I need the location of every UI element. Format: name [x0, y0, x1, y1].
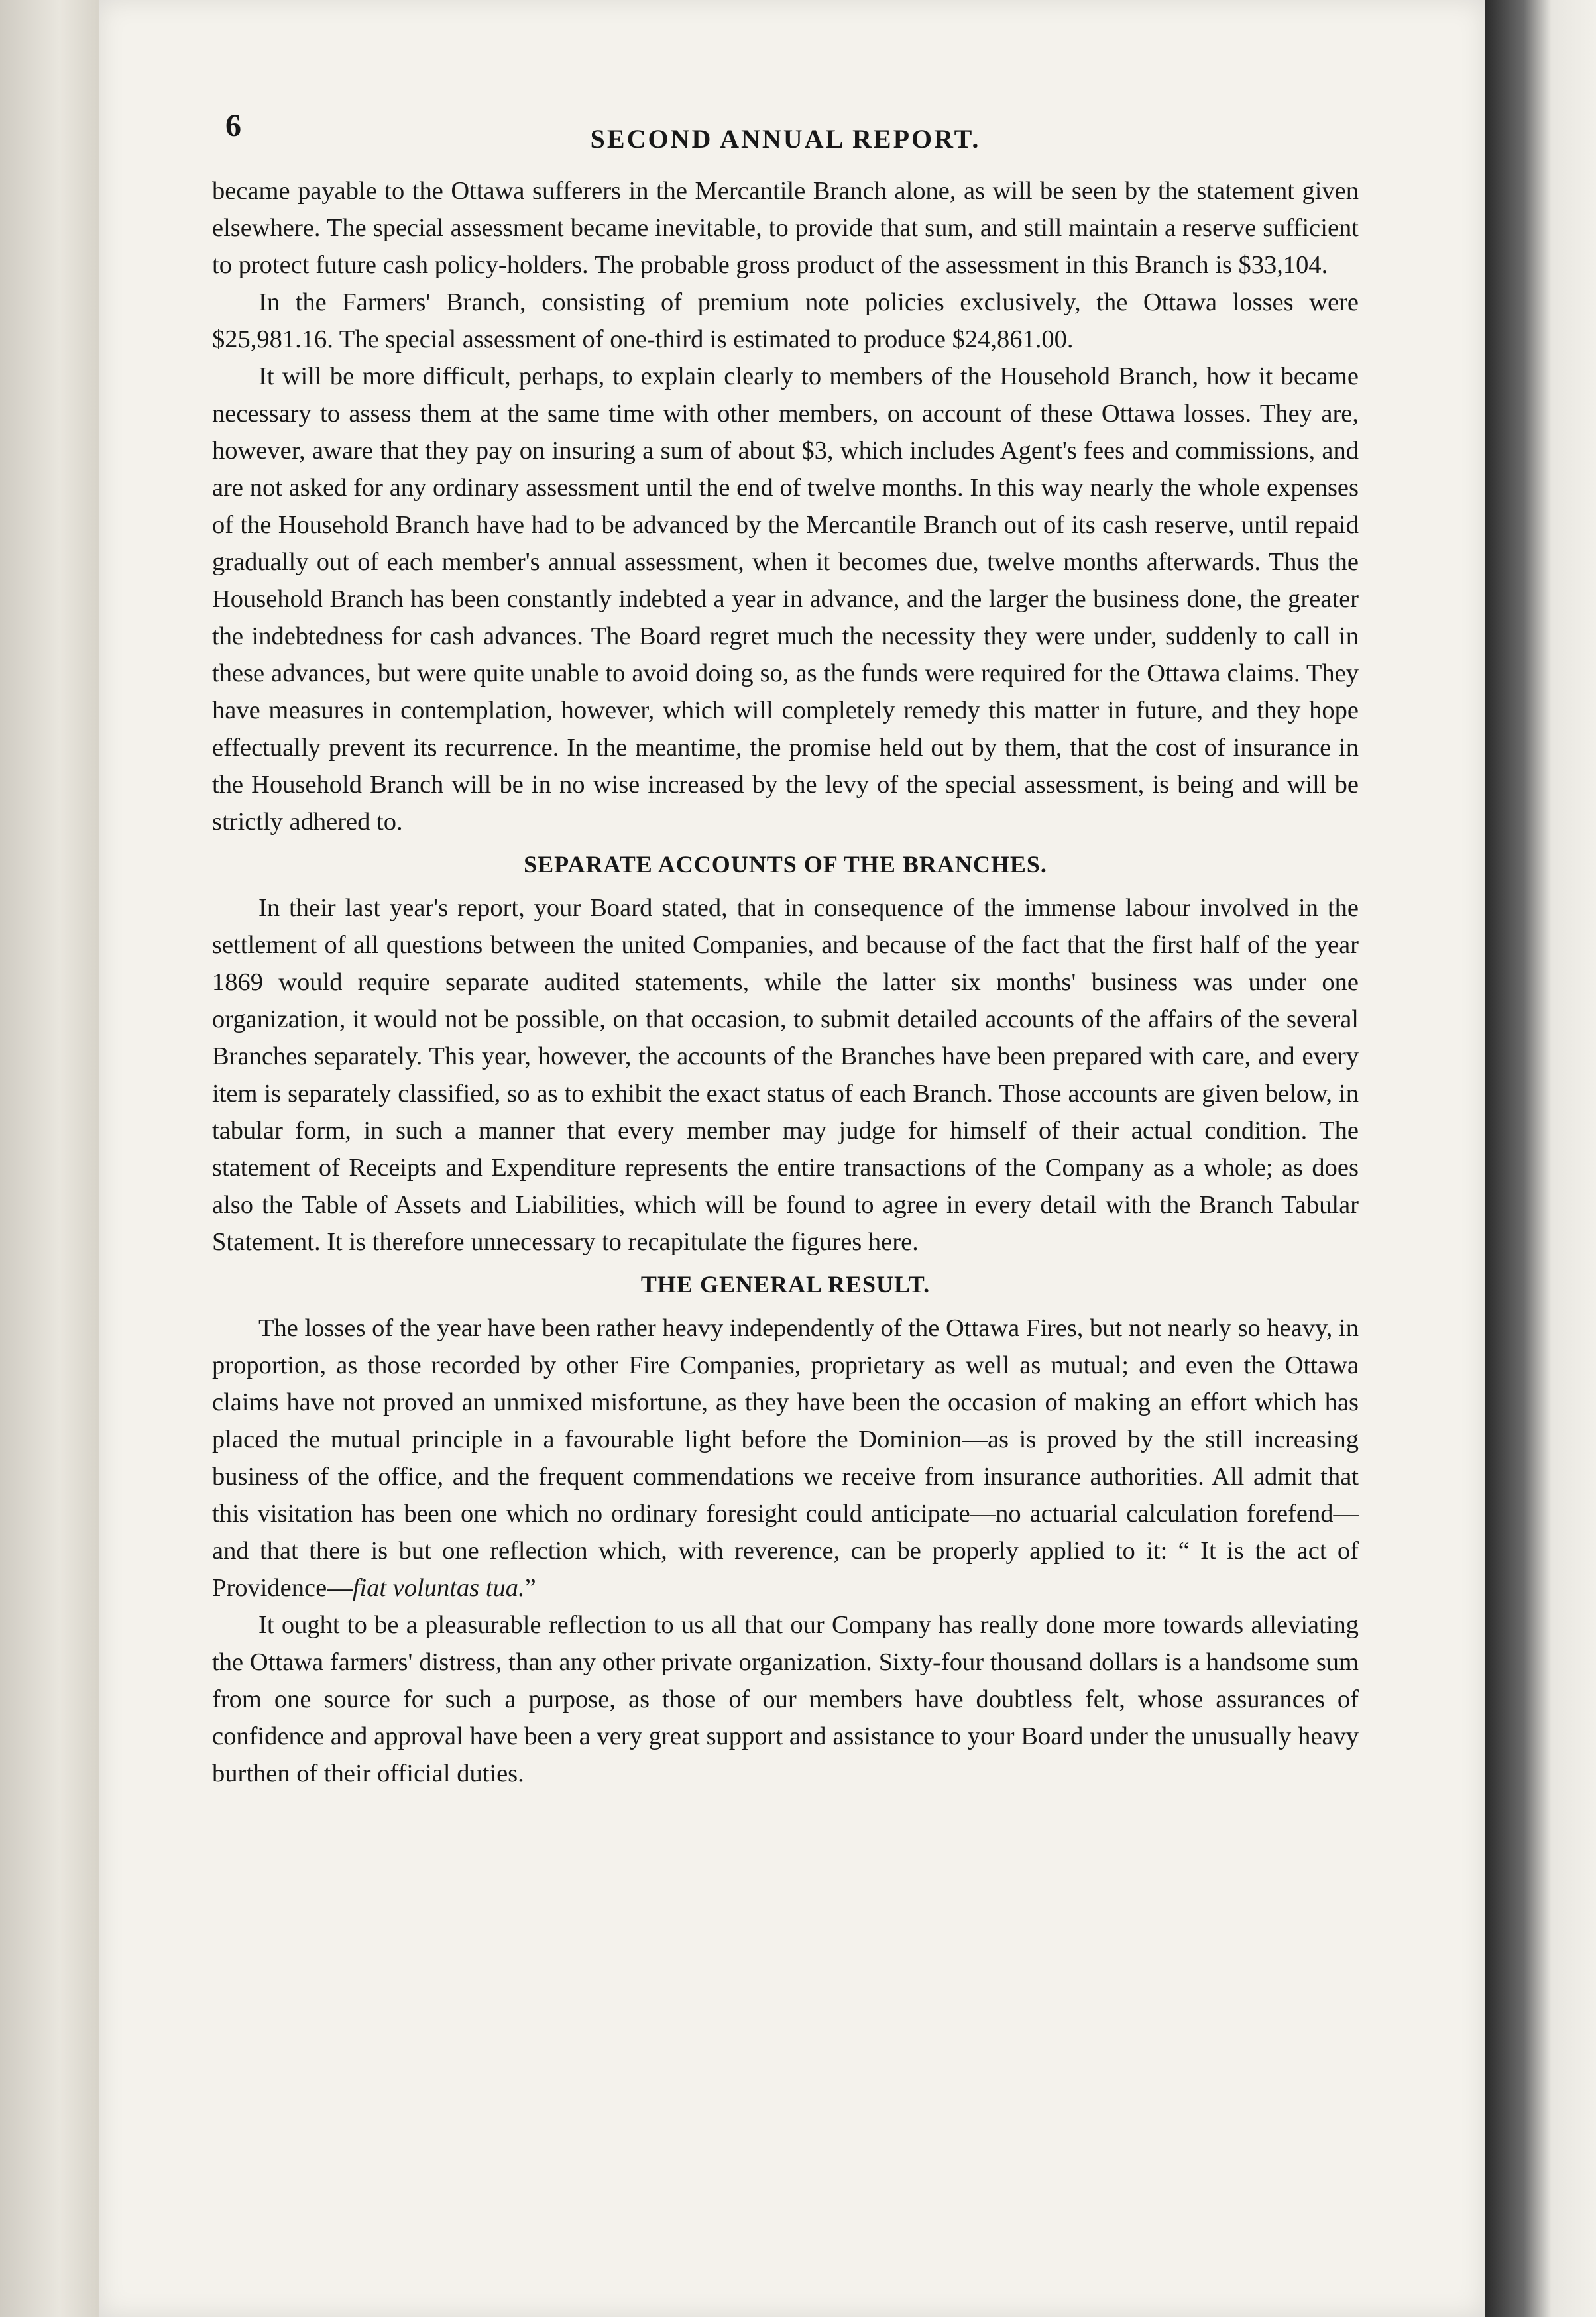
latin-phrase: fiat voluntas tua. [352, 1574, 525, 1602]
heading-separate-accounts: SEPARATE ACCOUNTS OF THE BRANCHES. [524, 851, 1047, 877]
running-title: SECOND ANNUAL REPORT. [590, 124, 981, 154]
heading-general-result: THE GENERAL RESULT. [640, 1271, 931, 1298]
paragraph-general-result-text: The losses of the year have been rather heavy independently of the Ottawa Fires, but not nearly so heavy, in proportion, as those recorded by other Fire Companies, proprietary as well as mutual; and even the Ottawa claims have not proved an unmixed misfortune, as they have been the occasion of making an effort which has placed the mutual principle in a favourable light before the Dominion—as is proved by the still increasing business of the office, and the frequent commendations we receive from insurance authorities. All admit that this visitation has been one which no ordinary foresight could anticipate—no actuarial calculation forefend—and that there is but one reflection which, with reverence, can be properly applied to it: “ It is the act of Providence— [212, 1314, 1359, 1602]
scan-right-edge [1485, 0, 1596, 2317]
running-head [212, 99, 1359, 172]
paragraph-farmers: In the Farmers' Branch, consisting of premium note policies exclusively, the Ottawa losses were $25,981.16. The special assessment of one-third is estimated to produce $24,861.00. [212, 288, 1359, 353]
page-number: 6 [225, 108, 241, 143]
paragraph-household: It will be more difficult, perhaps, to explain clearly to members of the Household Branch, how it became necessary to assess them at the same time with other members, on account of these Ottawa losses. They are, however, aware that they pay on insuring a sum of about $3, which includes Agent's fees and commissions, and are not asked for any ordinary assessment until the end of twelve months. In this way nearly the whole expenses of the Household Branch have had to be advanced by the Mercantile Branch out of its cash reserve, until repaid gradually out of each member's annual assessment, when it becomes due, twelve months afterwards. Thus the Household Branch has been constantly indebted a year in advance, and the larger the business done, the greater the indebtedness for cash advances. The Board regret much the necessity they were under, suddenly to call in these advances, but were quite unable to avoid doing so, as the funds were required for the Ottawa claims. They have measures in contemplation, however, which will completely remedy this matter in future, and they hope effectually prevent its recurrence. In the meantime, the promise held out by them, that the cost of insurance in the Household Branch will be in no wise increased by the levy of the special assessment, is being and will be strictly adhered to. [212, 363, 1359, 836]
paragraph-general-result [212, 1310, 1359, 1607]
scan-left-margin [0, 0, 99, 2317]
paragraph-ottawa-farmers: It ought to be a pleasurable reflection to us all that our Company has really done more towards alleviating the Ottawa farmers' distress, than any other private organization. Sixty-four thousand dollars is a handsome sum from one source for such a purpose, as those of our members have doubtless felt, whose assurances of confidence and approval have been a very great support and assistance to your Board under the unusually heavy burthen of their official duties. [212, 1611, 1359, 1787]
paragraph-separate-accounts: In their last year's report, your Board stated, that in consequence of the immense labour involved in the settlement of all questions between the united Companies, and because of the fact that the first half of the year 1869 would require separate audited statements, while the latter six months' business was under one organization, it would not be possible, on that occasion, to submit detailed accounts of the affairs of the several Branches separately. This year, however, the accounts of the Branches have been prepared with care, and every item is separately classified, so as to exhibit the exact status of each Branch. Those accounts are given below, in tabular form, in such a manner that every member may judge for himself of their actual condition. The statement of Receipts and Expenditure represents the entire transactions of the Company as a whole; as does also the Table of Assets and Liabilities, which will be found to agree in every detail with the Branch Tabular Statement. It is therefore unnecessary to recapitulate the figures here. [212, 894, 1359, 1256]
page-text [212, 99, 1359, 1792]
paragraph-mercantile: became payable to the Ottawa sufferers in the Mercantile Branch alone, as will be seen by the statement given elsewhere. The special assessment became inevitable, to provide that sum, and still maintain a reserve sufficient to protect future cash policy-holders. The probable gross product of the assessment in this Branch is $33,104. [212, 177, 1359, 279]
closing-quote: ” [524, 1574, 536, 1602]
